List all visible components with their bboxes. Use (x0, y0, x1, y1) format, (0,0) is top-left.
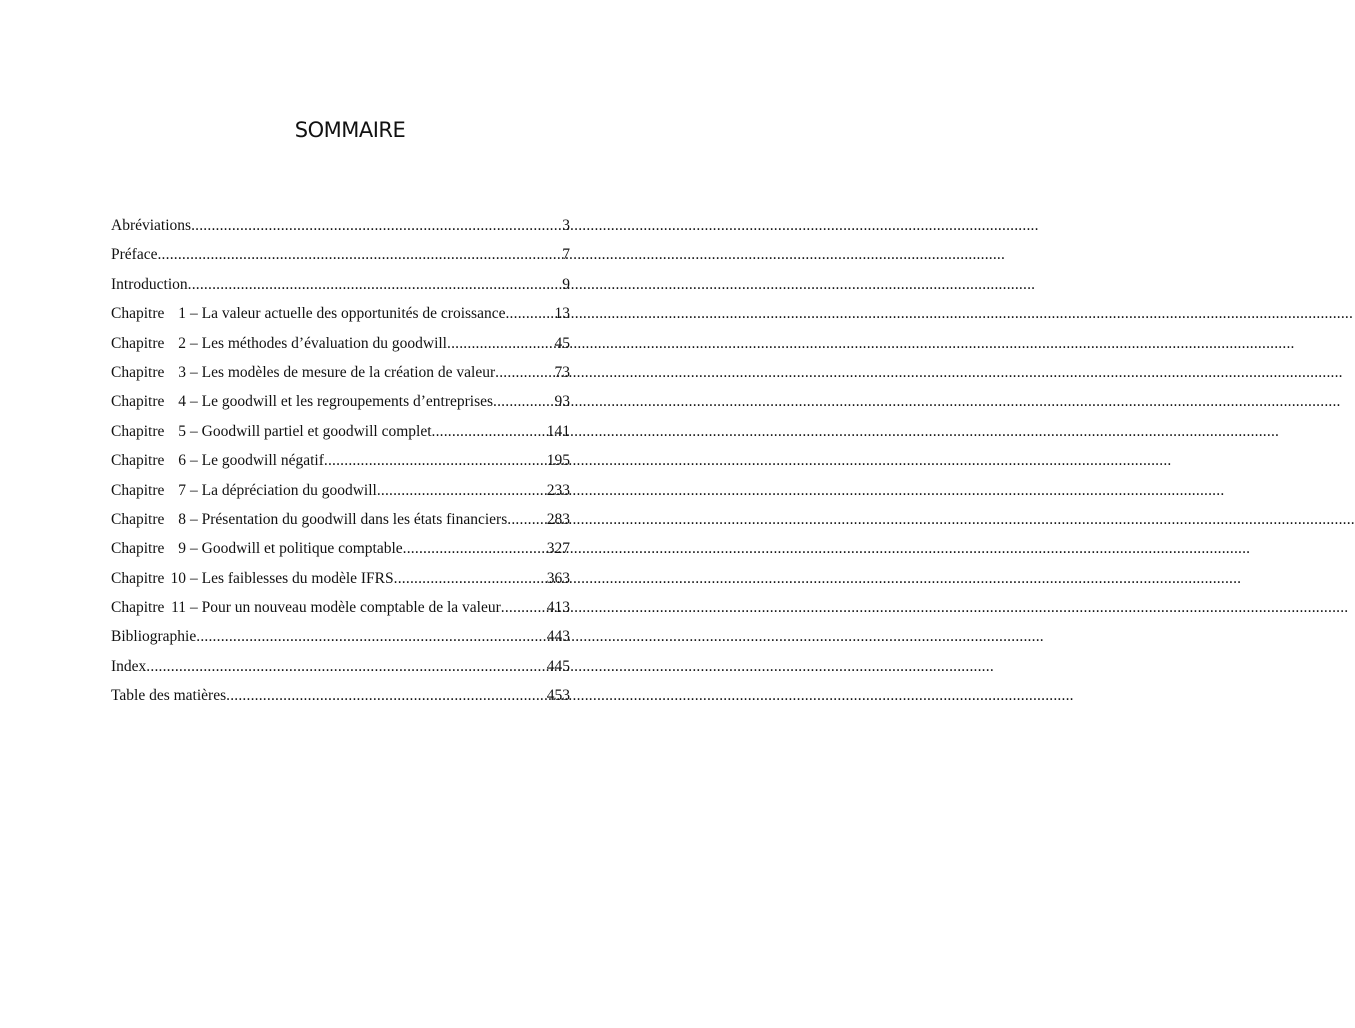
toc-chapter-title: – Goodwill et politique comptable (190, 540, 403, 558)
toc-entry-label (111, 417, 432, 446)
toc-chapter-word: Chapitre (111, 540, 165, 558)
toc-chapter-number: 10 (170, 569, 186, 587)
toc-page-number: 3 (562, 217, 570, 234)
toc-chapter-number: 4 (178, 393, 186, 411)
toc-entry-table-des-matieres[interactable] (111, 681, 570, 710)
toc-chapter-word: Chapitre (111, 481, 165, 499)
toc-page-number: 453 (546, 687, 570, 705)
toc-dot-leader (507, 505, 544, 534)
toc-chapter-word: Chapitre (111, 363, 165, 381)
toc-dot-leader (146, 652, 544, 681)
toc-entry-chapter-2[interactable] (111, 329, 570, 358)
toc-chapter-number: 9 (178, 540, 186, 558)
toc-entry-chapter-10[interactable] (111, 564, 570, 593)
toc-entry-label (111, 593, 501, 622)
toc-entry-chapter-4[interactable] (111, 387, 570, 416)
toc-chapter-number: 2 (178, 334, 186, 352)
toc-dot-leader (403, 534, 545, 563)
toc-entry-chapter-7[interactable] (111, 476, 570, 505)
toc-entry-index[interactable] (111, 652, 570, 681)
toc-entry-label: Abréviations (111, 217, 192, 234)
toc-entry-chapter-1[interactable] (111, 299, 570, 328)
toc-entry-label (111, 358, 495, 387)
toc-chapter-word: Chapitre (111, 393, 165, 411)
toc-page-number: 93 (554, 393, 570, 411)
toc-chapter-word: Chapitre (111, 510, 165, 528)
toc-entry-chapter-5[interactable] (111, 417, 570, 446)
toc-page-number: 141 (546, 422, 570, 440)
toc-chapter-title: – Le goodwill et les regroupements d’entreprises (190, 393, 494, 411)
toc-chapter-title: – Pour un nouveau modèle comptable de la valeur (190, 599, 501, 617)
toc-chapter-word: Chapitre (111, 569, 165, 587)
toc-page-number: 13 (554, 305, 570, 323)
toc-entry-introduction[interactable] (111, 270, 570, 299)
toc-chapter-word: Chapitre (111, 334, 165, 352)
toc-entry-preface[interactable] (111, 240, 570, 269)
toc-entry-label (111, 534, 403, 563)
toc-chapter-number: 6 (178, 452, 186, 470)
toc-chapter-title: – Le goodwill négatif (190, 452, 324, 470)
toc-dot-leader (394, 564, 545, 593)
toc-page-number: 327 (546, 540, 570, 558)
toc-chapter-title: – Goodwill partiel et goodwill complet (190, 422, 432, 440)
toc-chapter-title: – Présentation du goodwill dans les états financiers (190, 510, 508, 528)
toc-dot-leader (501, 593, 545, 622)
toc-page-number: 45 (554, 334, 570, 352)
toc-chapter-title: – Les faiblesses du modèle IFRS (190, 569, 394, 587)
toc-dot-leader (188, 270, 561, 299)
toc-entry-label (111, 476, 377, 505)
toc-entry-label: Bibliographie (111, 628, 197, 646)
toc-entry-chapter-6[interactable] (111, 446, 570, 475)
toc-chapter-number: 8 (178, 510, 186, 528)
toc-page-number: 233 (546, 481, 570, 499)
toc-entry-label: Introduction (111, 275, 188, 293)
toc-entry-label (111, 329, 447, 358)
toc-chapter-title: – Les méthodes d’évaluation du goodwill (190, 334, 447, 352)
toc-dot-leader (226, 681, 545, 710)
toc-entry-chapter-11[interactable] (111, 593, 570, 622)
toc-entry-label (111, 564, 394, 593)
toc-chapter-number: 1 (178, 305, 186, 323)
toc-chapter-word: Chapitre (111, 305, 165, 323)
toc-entry-label: Préface (111, 246, 158, 264)
toc-page-number: 413 (546, 599, 570, 617)
toc-dot-leader (377, 476, 545, 505)
toc-chapter-title: – Les modèles de mesure de la création de valeur (190, 363, 496, 381)
toc-page-number: 73 (554, 363, 570, 381)
toc-page-number: 7 (562, 246, 570, 264)
toc-entry-label (111, 299, 505, 328)
toc-dot-leader (495, 358, 552, 387)
toc-dot-leader (157, 240, 560, 269)
toc-chapter-word: Chapitre (111, 422, 165, 440)
page-title: SOMMAIRE (294, 118, 406, 142)
toc-dot-leader (505, 299, 552, 328)
toc-entry-label (111, 446, 324, 475)
toc-chapter-number: 7 (178, 481, 186, 499)
toc-page-number: 9 (562, 275, 570, 293)
toc-entry-bibliographie[interactable] (111, 622, 570, 651)
toc-chapter-title: – La valeur actuelle des opportunités de croissance (190, 305, 506, 323)
table-of-contents (111, 211, 570, 711)
toc-page-number: 443 (546, 628, 570, 646)
toc-chapter-number: 3 (178, 363, 186, 381)
toc-entry-label (111, 505, 507, 534)
toc-entry-chapter-3[interactable] (111, 358, 570, 387)
toc-page-number: 195 (546, 452, 570, 470)
toc-entry-chapter-9[interactable] (111, 534, 570, 563)
toc-entry-abreviations[interactable] (111, 211, 570, 240)
toc-dot-leader (493, 387, 552, 416)
toc-dot-leader (191, 211, 560, 240)
toc-entry-label: Table des matières (111, 687, 227, 705)
toc-chapter-number: 11 (171, 599, 186, 617)
toc-dot-leader (447, 329, 553, 358)
toc-dot-leader (196, 622, 545, 651)
toc-entry-label (111, 387, 493, 416)
toc-chapter-number: 5 (178, 422, 186, 440)
toc-entry-chapter-8[interactable] (111, 505, 570, 534)
toc-chapter-title: – La dépréciation du goodwill (190, 481, 377, 499)
toc-page-number: 363 (546, 569, 570, 587)
toc-entry-label: Index (111, 657, 147, 675)
toc-chapter-word: Chapitre (111, 452, 165, 470)
toc-dot-leader (324, 446, 545, 475)
toc-dot-leader (432, 417, 545, 446)
toc-page-number: 283 (546, 510, 570, 528)
toc-page-number: 445 (546, 657, 570, 675)
toc-chapter-word: Chapitre (111, 599, 165, 617)
